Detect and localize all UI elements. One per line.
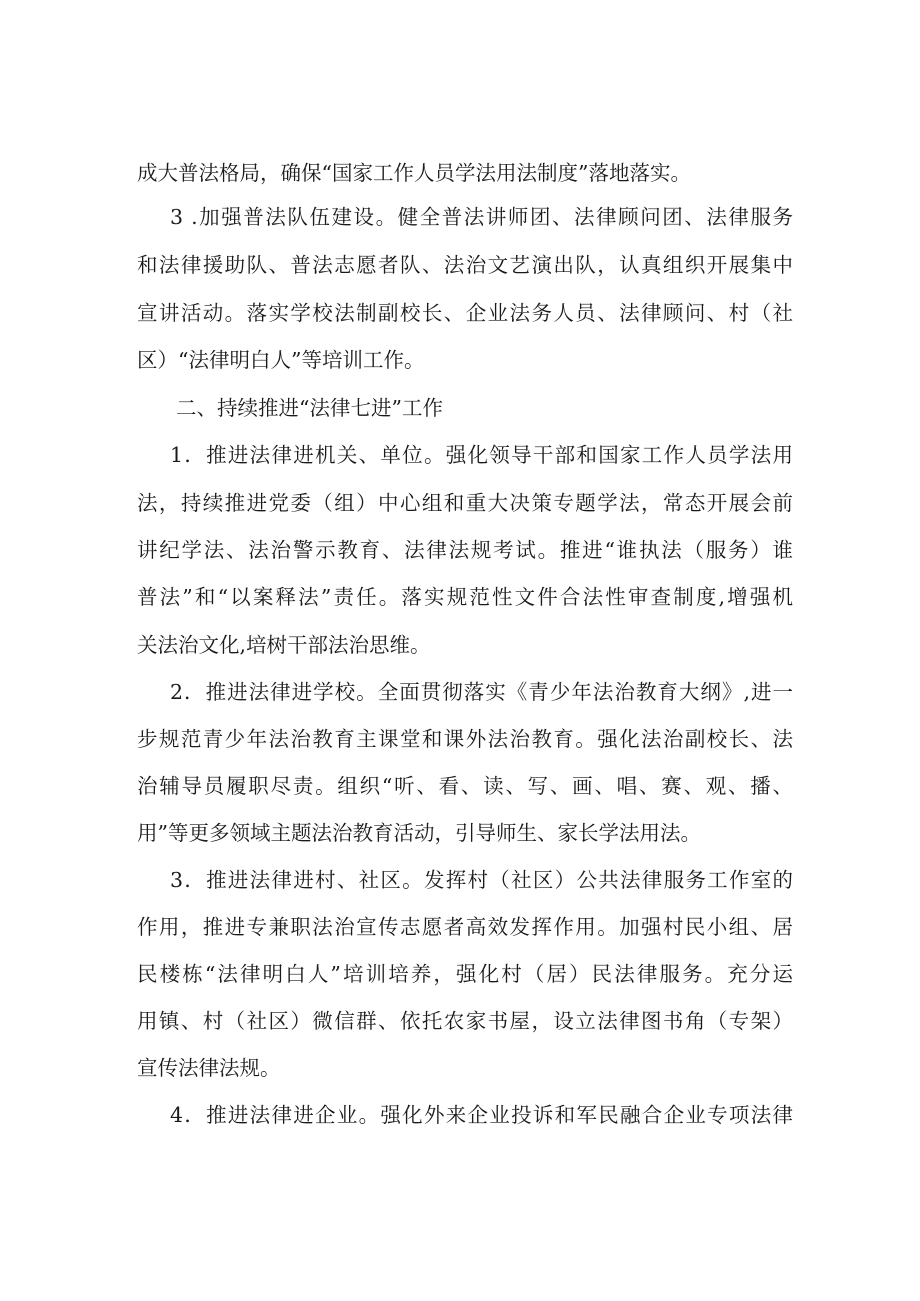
text-line: 步规范青少年法治教育主课堂和课外法治教育。强化法治副校长、法 <box>137 727 793 751</box>
text-line: 关法治文化,培树干部法治思维。 <box>137 633 431 657</box>
text-line: 法，持续推进党委（组）中心组和重大决策专题学法，常态开展会前 <box>137 491 793 515</box>
text-line: 1．推进法律进机关、单位。强化领导干部和国家工作人员学法用 <box>170 443 793 467</box>
text-line: 3 .加强普法队伍建设。健全普法讲师团、法律顾问团、法律服务 <box>170 205 793 229</box>
text-line: 民楼栋“法律明白人”培训培养，强化村（居）民法律服务。充分运 <box>137 962 793 986</box>
text-line: 宣传法律法规。 <box>137 1056 281 1080</box>
text-line: 用”等更多领域主题法治教育活动，引导师生、家长学法用法。 <box>137 821 701 845</box>
text-line: 2．推进法律进学校。全面贯彻落实《青少年法治教育大纲》,进一 <box>170 680 793 704</box>
text-line: 作用，推进专兼职法治宣传志愿者高效发挥作用。加强村民小组、居 <box>137 915 793 939</box>
text-line: 3．推进法律进村、社区。发挥村（社区）公共法律服务工作室的 <box>170 868 793 892</box>
text-line: 区）“法律明白人”等培训工作。 <box>137 348 425 372</box>
text-line: 治辅导员履职尽责。组织“听、看、读、写、画、唱、赛、观、播、 <box>137 774 793 798</box>
text-line: 用镇、村（社区）微信群、依托农家书屋，设立法律图书角（专架） <box>137 1009 793 1033</box>
text-line: 成大普法格局，确保“国家工作人员学法用法制度”落地落实。 <box>137 161 691 185</box>
text-line: 宣讲活动。落实学校法制副校长、企业法务人员、法律顾问、村（社 <box>137 301 793 325</box>
text-line: 讲纪学法、法治警示教育、法律法规考试。推进“谁执法（服务）谁 <box>137 538 793 562</box>
text-line: 4．推进法律进企业。强化外来企业投诉和军民融合企业专项法律 <box>170 1103 793 1127</box>
text-line: 普法”和“以案释法”责任。落实规范性文件合法性审查制度,增强机 <box>137 585 793 609</box>
section-heading: 二、持续推进“法律七进”工作 <box>176 396 443 420</box>
text-line: 和法律援助队、普法志愿者队、法治文艺演出队，认真组织开展集中 <box>137 253 793 277</box>
